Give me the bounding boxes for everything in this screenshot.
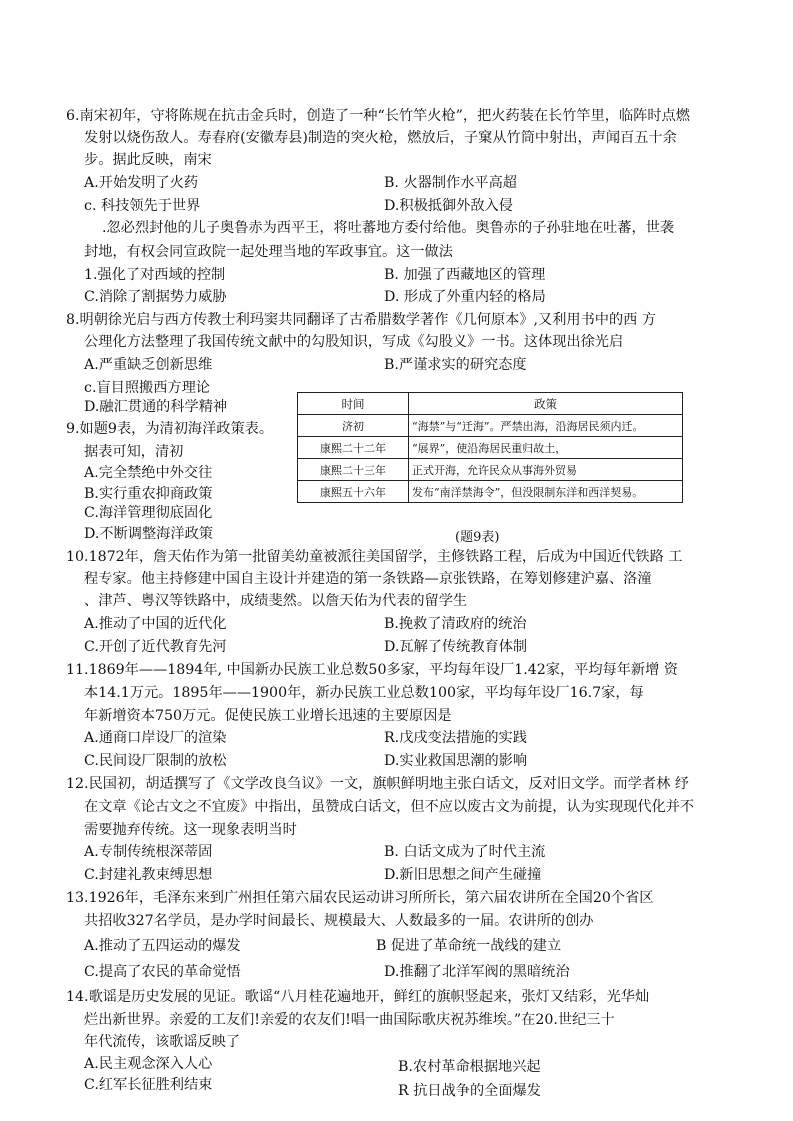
table-cell-time: 康熙二十二年 — [298, 437, 409, 459]
table-cell-time: 济初 — [298, 415, 409, 437]
q13-option-d: D.推翻了北洋军阀的黑暗统治 — [384, 964, 570, 980]
q12-option-a: A.专制传统根深蒂固 — [84, 844, 213, 860]
table-row — [298, 481, 683, 503]
q11-option-d: D.实业救国思潮的影响 — [384, 753, 528, 769]
q8-stem-line-2: 公理化方法整理了我国传统文献中的勾股知识，写成《勾股义》一书。这体现出徐光启 — [84, 334, 624, 350]
q9-stem-line-2: 据表可知，清初 — [84, 444, 184, 460]
q7-option-c: C.消除了割据势力威胁 — [84, 289, 227, 305]
q10-option-b: B.挽救了清政府的统治 — [384, 616, 527, 632]
q9-option-c: C.海洋管理彻底固化 — [84, 505, 213, 521]
q12-option-c: C.封建礼教束缚思想 — [84, 867, 213, 883]
q6-option-b: B. 火器制作水平高超 — [384, 175, 517, 191]
q14-option-a: A.民主观念深入人心 — [84, 1056, 213, 1072]
table-cell-policy: 发布“南洋禁海令”，但没限制东洋和西洋契易。 — [409, 481, 683, 503]
q14-stem-line-3: 年代流传，该歌谣反映了 — [84, 1034, 241, 1050]
q9-table-caption: (题9表) — [455, 530, 500, 545]
table-cell-policy: “展界”，使沿海居民重归故土， — [409, 437, 683, 459]
q8-option-b: B.严谨求实的研究态度 — [384, 357, 527, 373]
q7-option-d: D. 形成了外重内轻的格局 — [384, 289, 546, 305]
q12-stem-line-1: 12.民国初，胡适撰写了《文学改良刍议》一文，旗帜鲜明地主张白话文，反对旧文学。而学者林 纾 — [66, 776, 689, 792]
q7-option-a: 1.强化了对西域的控制 — [84, 267, 226, 283]
table-header-row — [298, 393, 683, 415]
q9-stem-line-1: 9.如题9表，为清初海洋政策表。 — [66, 421, 274, 437]
q7-stem-line-2: 封地，有权会同宣政院一起处理当地的军政事宜。这一做法 — [84, 244, 453, 260]
q9-option-a: A.完全禁绝中外交往 — [84, 465, 213, 481]
q7-option-b: B. 加强了西藏地区的管理 — [384, 267, 546, 283]
table-cell-time: 康熙二十三年 — [298, 459, 409, 481]
q9-option-d: D.不断调整海洋政策 — [84, 526, 213, 542]
q12-stem-line-3: 需要抛弃传统。这一现象表明当时 — [84, 822, 297, 838]
q11-option-b: R.戊戌变法措施的实践 — [384, 730, 527, 746]
table-row — [298, 459, 683, 481]
q8-option-c: c.盲目照搬西方理论 — [84, 380, 210, 396]
q12-stem-line-2: 在文章《论古文之不宜废》中指出，虽赞成白话文，但不应以废古文为前提，认为实现现代化并不 — [84, 799, 695, 815]
q8-stem-line-1: 8.明朝徐光启与西方传教士利玛窦共同翻译了古希腊数学著作《几何原本》,又利用书中的西 方 — [66, 312, 657, 328]
q13-option-b: B 促进了革命统一战线的建立 — [376, 938, 562, 954]
q10-option-c: C.开创了近代教育先河 — [84, 639, 227, 655]
table-header-time: 时间 — [298, 393, 409, 415]
table-row — [298, 415, 683, 437]
q10-stem-line-1: 10.1872年，詹天佑作为第一批留美幼童被派往美国留学，主修铁路工程，后成为中国近代铁路 工 — [66, 549, 683, 565]
q10-stem-line-3: 、津芦、粤汉等铁路中，成绩斐然。以詹天佑为代表的留学生 — [84, 593, 468, 609]
q14-option-b: B.农村革命根据地兴起 — [398, 1059, 541, 1075]
q11-option-c: C.民间设厂限制的放松 — [84, 753, 227, 769]
q13-option-a: A.推动了五四运动的爆发 — [84, 938, 241, 954]
table-cell-policy: 正式开海，允许民众从事海外贸易 — [409, 459, 683, 481]
q10-option-d: D.瓦解了传统教育体制 — [384, 639, 528, 655]
q6-option-a: A.开始发明了火药 — [84, 175, 199, 191]
q6-option-d: D.积极抵御外敌入侵 — [384, 198, 513, 214]
q11-stem-line-1: 11.1869年——1894年, 中国新办民族工业总数50多家，平均每年设厂1.42家，平均每年新增 资 — [66, 662, 678, 678]
table-cell-time: 康熙五十六年 — [298, 481, 409, 503]
q14-option-d: R 抗日战争的全面爆发 — [398, 1083, 541, 1099]
table-row — [298, 437, 683, 459]
q10-option-a: A.推动了中国的近代化 — [84, 616, 227, 632]
q14-stem-line-2: 烂出新世界。亲爱的工友们!亲爱的农友们!唱一曲国际歌庆祝苏维埃。”在20.世纪三十 — [84, 1012, 615, 1028]
q10-stem-line-2: 程专家。他主持修建中国自主设计并建造的第一条铁路—京张铁路，在筹划修建沪嘉、洛潼 — [84, 571, 652, 587]
q11-option-a: A.通商口岸设厂的渲染 — [84, 730, 227, 746]
table-header-policy: 政策 — [409, 393, 683, 415]
q11-stem-line-2: 本14.1万元。1895年——1900年，新办民族工业总数100家，平均每年设厂16.7家，每 — [84, 685, 644, 701]
q13-stem-line-2: 共招收327名学员，是办学时间最长、规模最大、人数最多的一届。农讲所的创办 — [84, 913, 594, 929]
q9-option-b: B.实行重农抑商政策 — [84, 486, 213, 502]
q14-option-c: C.红军长征胜利结束 — [84, 1077, 213, 1093]
q8-option-d: D.融汇贯通的科学精神 — [84, 399, 228, 415]
q6-option-c: c. 科技领先于世界 — [84, 198, 201, 214]
q8-option-a: A.严重缺乏创新思维 — [84, 357, 213, 373]
q13-option-c: C.提高了农民的革命觉悟 — [84, 964, 241, 980]
q11-stem-line-3: 年新增资本750万元。促使民族工业增长迅速的主要原因是 — [84, 708, 452, 724]
q6-stem-line-2: 发射以烧伤敌人。寿春府(安徽寿县)制造的突火枪，燃放后，子窠从竹筒中射出，声闻百五十余 — [84, 130, 677, 146]
q14-stem-line-1: 14.歌谣是历史发展的见证。歌谣“八月桂花遍地开，鲜红的旗帜竖起来，张灯又结彩，光华灿 — [66, 989, 650, 1005]
q12-option-b: B. 白话文成为了时代主流 — [384, 844, 546, 860]
q12-option-d: D.新旧思想之间产生碰撞 — [384, 867, 542, 883]
q6-stem-line-1: 6.南宋初年，守将陈规在抗击金兵时，创造了一种“长竹竿火枪”，把火药装在长竹竿里，临阵时点燃 — [66, 108, 690, 124]
table-cell-policy: “海禁”与“迁海”。严禁出海，沿海居民须内迁。 — [409, 415, 683, 437]
q6-stem-line-3: 步。据此反映，南宋 — [84, 152, 212, 168]
q9-policy-table — [297, 392, 683, 503]
q13-stem-line-1: 13.1926年，毛泽东来到广州担任第六届农民运动讲习所所长，第六届农讲所在全国20个省区 — [66, 890, 654, 906]
q7-stem-line-1: .忽必烈封他的儿子奥鲁赤为西平王，将吐蕃地方委付给他。奥鲁赤的子孙驻地在吐蕃，世袭 — [102, 220, 675, 236]
